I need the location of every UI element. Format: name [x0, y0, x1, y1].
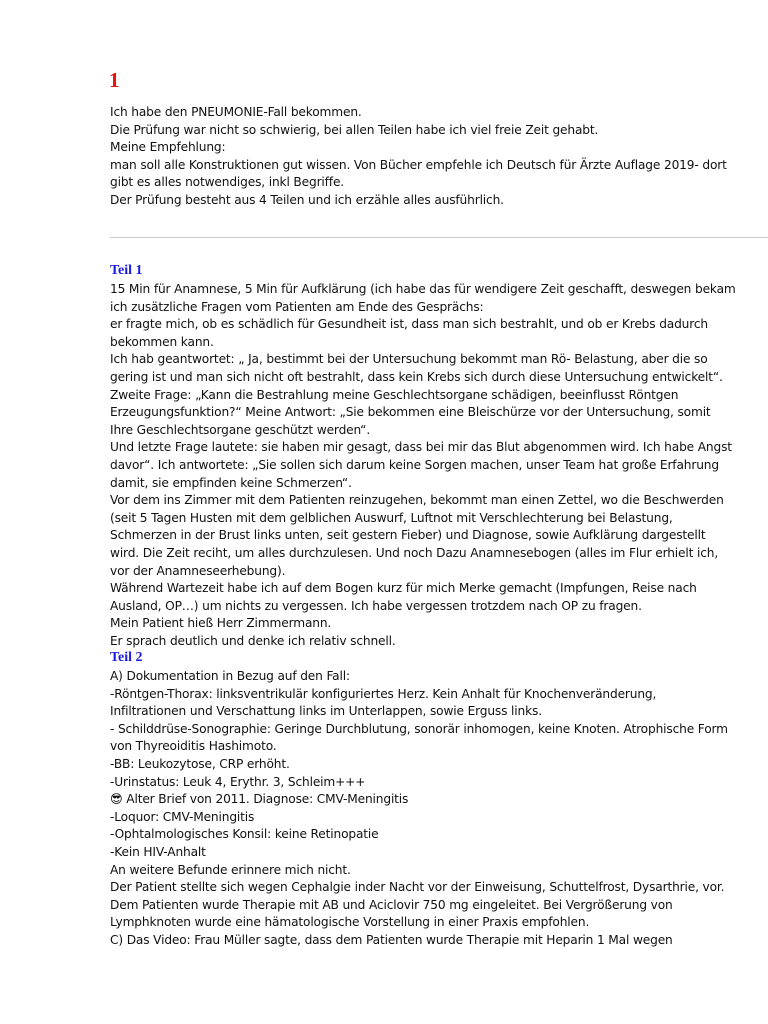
teil-1-line: Mein Patient hieß Herr Zimmermann.	[110, 616, 332, 631]
intro-line: gibt es alles notwendiges, inkl Begriffe.	[110, 175, 345, 190]
teil-2-line: Der Patient stellte sich wegen Cephalgie inder Nacht vor der Einweisung, Schuttelfrost, Dysarthrie, vor.	[110, 880, 725, 895]
teil-2-line: Infiltrationen und Verschattung links im Unterlappen, sowie Erguss links.	[110, 704, 542, 719]
teil-1-line: gering ist und man sich nicht oft bestrahlt, dass kein Krebs sich durch diese Untersuchung entwickelt“.	[110, 369, 723, 384]
teil-1-line: bekommen kann.	[110, 334, 214, 349]
teil-2-line: - Schilddrüse-Sonographie: Geringe Durchblutung, sonorär inhomogen, keine Knoten. Atrophische Form	[110, 721, 728, 736]
teil-1-line: 15 Min für Anamnese, 5 Min für Aufklärung (ich habe das für wendigere Zeit geschafft, deswegen bekam	[110, 282, 736, 296]
emoji-line-text: Alter Brief von 2011. Diagnose: CMV-Meningitis	[122, 792, 409, 807]
teil-1-line: wird. Die Zeit reciht, um alles durchzulesen. Und noch Dazu Anamnesebogen (alles im Flur erhielt ich,	[110, 545, 719, 560]
teil-1-heading: Teil 1	[110, 263, 143, 278]
intro-line: man soll alle Konstruktionen gut wissen. Von Bücher empfehle ich Deutsch für Ärzte Auflage 2019- dort	[110, 157, 727, 172]
teil-1-line: Und letzte Frage lautete: sie haben mir gesagt, dass bei mir das Blut abgenommen wird. Ich habe Angst	[110, 440, 732, 455]
teil-1-line: er fragte mich, ob es schädlich für Gesundheit ist, dass man sich bestrahlt, und ob er Krebs dadurch	[110, 317, 708, 332]
teil-1-line: davor“. Ich antwortete: „Sie sollen sich darum keine Sorgen machen, unser Team hat große Erfahrung	[110, 457, 719, 472]
teil-1-line: Schmerzen in der Brust links unten, seit gestern Fieber) und Diagnose, sowie Aufklärung dargestellt	[110, 528, 706, 543]
teil-2-line: -Ophtalmologisches Konsil: keine Retinopatie	[110, 827, 379, 842]
teil-1-line: Er sprach deutlich und denke ich relativ schnell.	[110, 633, 396, 648]
teil-2-line: An weitere Befunde erinnere mich nicht.	[110, 862, 351, 877]
teil-2-section	[110, 668, 760, 950]
teil-1-line: damit, sie empfinden keine Schmerzen“.	[110, 475, 352, 490]
teil-1-section	[110, 281, 760, 650]
teil-2-line: Lymphknoten wurde eine hämatologische Vorstellung in einer Praxis empfohlen.	[110, 915, 590, 930]
teil-2-line: -Röntgen-Thorax: linksventrikulär konfiguriertes Herz. Kein Anhalt für Knochenveränderung,	[110, 686, 657, 701]
teil-2-line: Dem Patienten wurde Therapie mit AB und Aciclovir 750 mg eingeleitet. Bei Vergrößerung von	[110, 897, 673, 912]
teil-2-line: -BB: Leukozytose, CRP erhöht.	[110, 756, 290, 771]
intro-line: Meine Empfehlung:	[110, 140, 226, 155]
teil-2-line: -Urinstatus: Leuk 4, Erythr. 3, Schleim+++	[110, 774, 366, 789]
teil-1-line: Ausland, OP…) um nichts zu vergessen. Ich habe vergessen trotzdem nach OP zu fragen.	[110, 598, 642, 613]
teil-2-line: A) Dokumentation in Bezug auf den Fall:	[110, 669, 350, 683]
sunglasses-emoji-icon: 😎	[110, 792, 123, 807]
teil-1-line: Vor dem ins Zimmer mit dem Patienten reinzugehen, bekommt man einen Zettel, wo die Beschwerden	[110, 493, 724, 508]
intro-line: Ich habe den PNEUMONIE-Fall bekommen.	[110, 105, 362, 119]
teil-1-line: Erzeugungsfunktion?“ Meine Antwort: „Sie bekommen eine Bleischürze vor der Untersuchung, somit	[110, 405, 711, 420]
teil-1-line: (seit 5 Tagen Husten mit dem gelblichen Auswurf, Luftnot mit Verschlechterung bei Belastung,	[110, 510, 673, 525]
intro-line: Der Prüfung besteht aus 4 Teilen und ich erzähle alles ausführlich.	[110, 192, 504, 207]
teil-1-line: vor der Anamneseerhebung).	[110, 563, 286, 578]
teil-1-line: ich zusätzliche Fragen vom Patienten am Ende des Gesprächs:	[110, 299, 484, 314]
teil-2-line: -Loquor: CMV-Meningitis	[110, 809, 255, 824]
teil-1-line: Ihre Geschlechtsorgane geschützt werden“.	[110, 422, 371, 437]
teil-1-line: Zweite Frage: „Kann die Bestrahlung meine Geschlechtsorgane schädigen, beeinflusst Röntgen	[110, 387, 679, 402]
teil-1-line: Während Wartezeit habe ich auf dem Bogen kurz für mich Merke gemacht (Impfungen, Reise nach	[110, 581, 697, 596]
teil-2-emoji-line	[110, 791, 760, 809]
teil-1-line: Ich hab geantwortet: „ Ja, bestimmt bei der Untersuchung bekommt man Rö- Belastung, aber die so	[110, 352, 708, 367]
teil-2-heading: Teil 2	[110, 650, 143, 665]
teil-2-line: C) Das Video: Frau Müller sagte, dass dem Patienten wurde Therapie mit Heparin 1 Mal wegen	[110, 932, 673, 947]
page-number: 1	[109, 68, 120, 92]
intro-section	[110, 104, 760, 210]
teil-2-line: von Thyreoiditis Hashimoto.	[110, 739, 277, 754]
horizontal-divider	[110, 237, 768, 238]
intro-line: Die Prüfung war nicht so schwierig, bei allen Teilen habe ich viel freie Zeit gehabt.	[110, 122, 599, 137]
teil-2-line: -Kein HIV-Anhalt	[110, 844, 206, 859]
